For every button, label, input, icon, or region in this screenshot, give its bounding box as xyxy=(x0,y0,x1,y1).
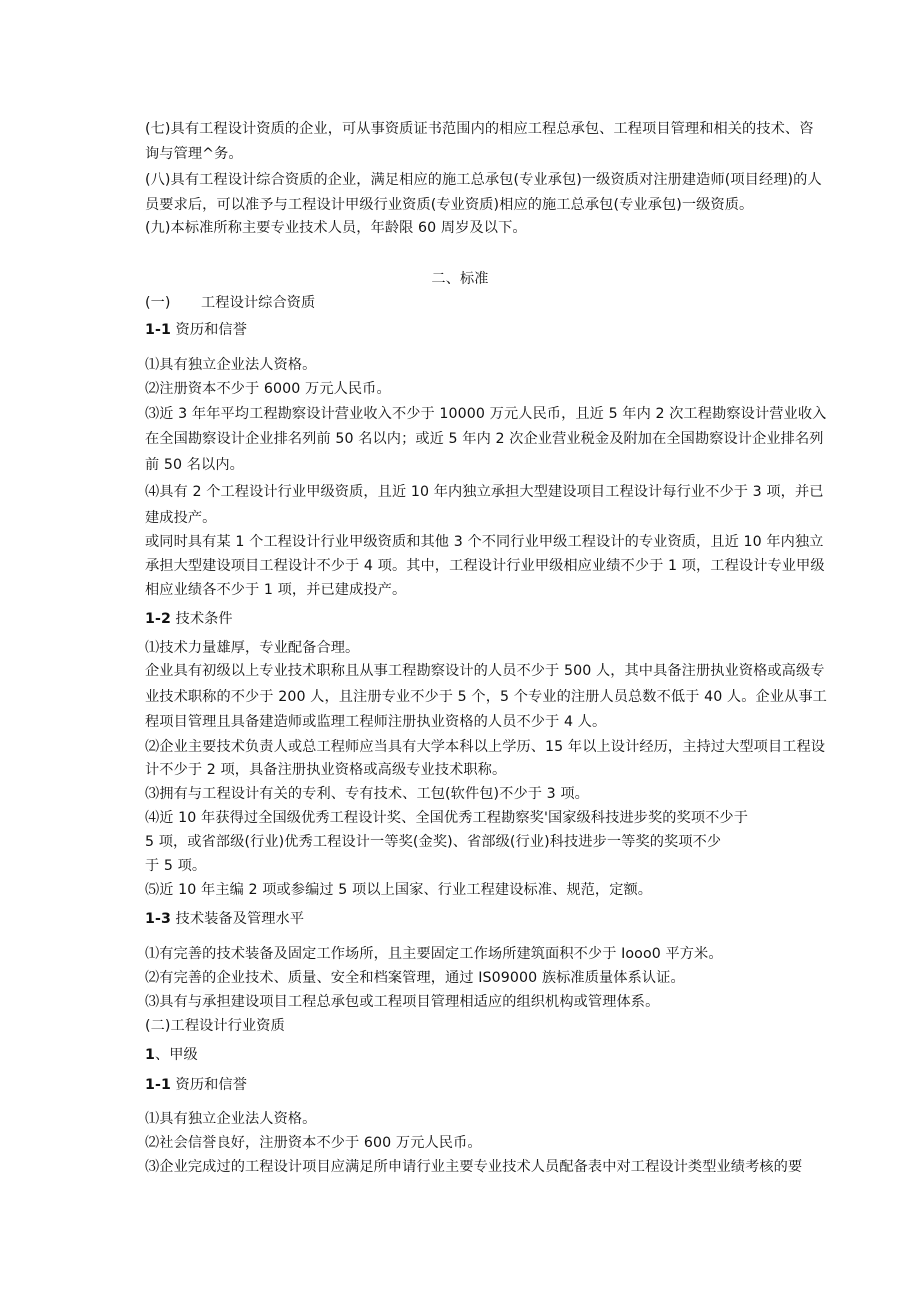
heading-number: 1-1 xyxy=(145,1077,171,1093)
paragraph-8-line-2: 员要求后，可以准予与工程设计甲级行业资质(专业资质)相应的施工总承包(专业承包)一级资质。 xyxy=(145,197,754,213)
heading-number: 1 xyxy=(145,1047,155,1063)
item-line: ⑶具有与承担建设项目工程总承包或工程项目管理相适应的组织机构或管理体系。 xyxy=(145,994,660,1010)
heading-1-1-grade-a xyxy=(145,1076,247,1094)
item-line: ⑵社会信誉良好，注册资本不少于 600 万元人民币。 xyxy=(145,1135,482,1151)
item-line: 计不少于 2 项，具备注册执业资格或高级专业技术职称。 xyxy=(145,762,507,778)
item-line: ⑵注册资本不少于 6000 万元人民币。 xyxy=(145,381,391,397)
heading-number: 1-2 xyxy=(145,611,171,627)
heading-title: 资历和信誉 xyxy=(170,1077,247,1093)
paragraph-8-line-1: (八)具有工程设计综合资质的企业，满足相应的施工总承包(专业承包)一级资质对注册建造师(项目经理)的人 xyxy=(145,172,822,188)
item-line: ⑶近 3 年年平均工程勘察设计营业收入不少于 10000 万元人民币，且近 5 年内 2 次工程勘察设计营业收入 xyxy=(145,406,827,422)
subsection-1-heading xyxy=(145,294,315,312)
item-line: 在全国勘察设计企业排名列前 50 名以内；或近 5 年内 2 次企业营业税金及附加在全国勘察设计企业排名列 xyxy=(145,431,824,447)
item-line: 企业具有初级以上专业技术职称且从事工程勘察设计的人员不少于 500 人，其中具备注册执业资格或高级专 xyxy=(145,663,825,679)
item-line: ⑴具有独立企业法人资格。 xyxy=(145,357,317,373)
heading-number: 1-3 xyxy=(145,911,171,927)
subsection-number: (一) xyxy=(145,295,171,311)
heading-1-1 xyxy=(145,321,247,339)
item-line: 承担大型建设项目工程设计不少于 4 项。其中，工程设计行业甲级相应业绩不少于 1 项，工程设计专业甲级 xyxy=(145,558,825,574)
item-line: ⑶企业完成过的工程设计项目应满足所申请行业主要专业技术人员配备表中对工程设计类型业绩考核的要 xyxy=(145,1159,803,1175)
item-line: ⑷近 10 年获得过全国级优秀工程设计奖、全国优秀工程勘察奖'国家级科技进步奖的奖项不少于 xyxy=(145,810,748,826)
item-line: ⑴技术力量雄厚，专业配备合理。 xyxy=(145,640,360,656)
paragraph-9: (九)本标准所称主要专业技术人员，年龄限 60 周岁及以下。 xyxy=(145,220,527,236)
item-line: 建成投产。 xyxy=(145,510,217,526)
item-line: 业技术职称的不少于 200 人，且注册专业不少于 5 个，5 个专业的注册人员总数不低于 40 人。企业从事工 xyxy=(145,689,827,705)
item-line: 相应业绩各不少于 1 项，并已建成投产。 xyxy=(145,582,407,598)
paragraph-7-line-1: (七)具有工程设计资质的企业，可从事资质证书范围内的相应工程总承包、工程项目管理和相关的技术、咨 xyxy=(145,121,814,137)
subsection-2-heading: (二)工程设计行业资质 xyxy=(145,1018,285,1034)
heading-title: 、甲级 xyxy=(154,1047,198,1063)
item-line: ⑴具有独立企业法人资格。 xyxy=(145,1111,317,1127)
heading-title: 资历和信誉 xyxy=(170,322,247,338)
item-line: 或同时具有某 1 个工程设计行业甲级资质和其他 3 个不同行业甲级工程设计的专业资质，且近 10 年内独立 xyxy=(145,534,824,550)
item-line: 于 5 项。 xyxy=(145,858,207,874)
item-line: ⑸近 10 年主编 2 项或参编过 5 项以上国家、行业工程建设标准、规范，定额。 xyxy=(145,882,653,898)
item-line: 5 项，或省部级(行业)优秀工程设计一等奖(金奖)、省部级(行业)科技进步一等奖的奖项不少 xyxy=(145,834,722,850)
item-line: ⑴有完善的技术装备及固定工作场所，且主要固定工作场所建筑面积不少于 Iooo0 平方米。 xyxy=(145,946,723,962)
heading-title: 技术条件 xyxy=(170,611,233,627)
item-line: ⑵有完善的企业技术、质量、安全和档案管理，通过 IS09000 族标准质量体系认证。 xyxy=(145,970,685,986)
heading-1-3 xyxy=(145,910,304,928)
item-line: ⑷具有 2 个工程设计行业甲级资质，且近 10 年内独立承担大型建设项目工程设计每行业不少于 3 项，并已 xyxy=(145,484,824,500)
heading-number: 1-1 xyxy=(145,322,171,338)
item-line: 前 50 名以内。 xyxy=(145,457,244,473)
subsection-title: 工程设计综合资质 xyxy=(201,295,316,311)
heading-title: 技术装备及管理水平 xyxy=(170,911,305,927)
item-line: ⑵企业主要技术负责人或总工程师应当具有大学本科以上学历、15 年以上设计经历，主持过大型项目工程设 xyxy=(145,739,826,755)
item-line: ⑶拥有与工程设计有关的专利、专有技术、工包(软件包)不少于 3 项。 xyxy=(145,786,589,802)
paragraph-7-line-2: 询与管理^务。 xyxy=(145,146,243,162)
section-heading-standards: 二、标准 xyxy=(431,271,489,287)
heading-grade-a xyxy=(145,1046,198,1064)
item-line: 程项目管理且具备建造师或监理工程师注册执业资格的人员不少于 4 人。 xyxy=(145,714,607,730)
heading-1-2 xyxy=(145,610,233,628)
